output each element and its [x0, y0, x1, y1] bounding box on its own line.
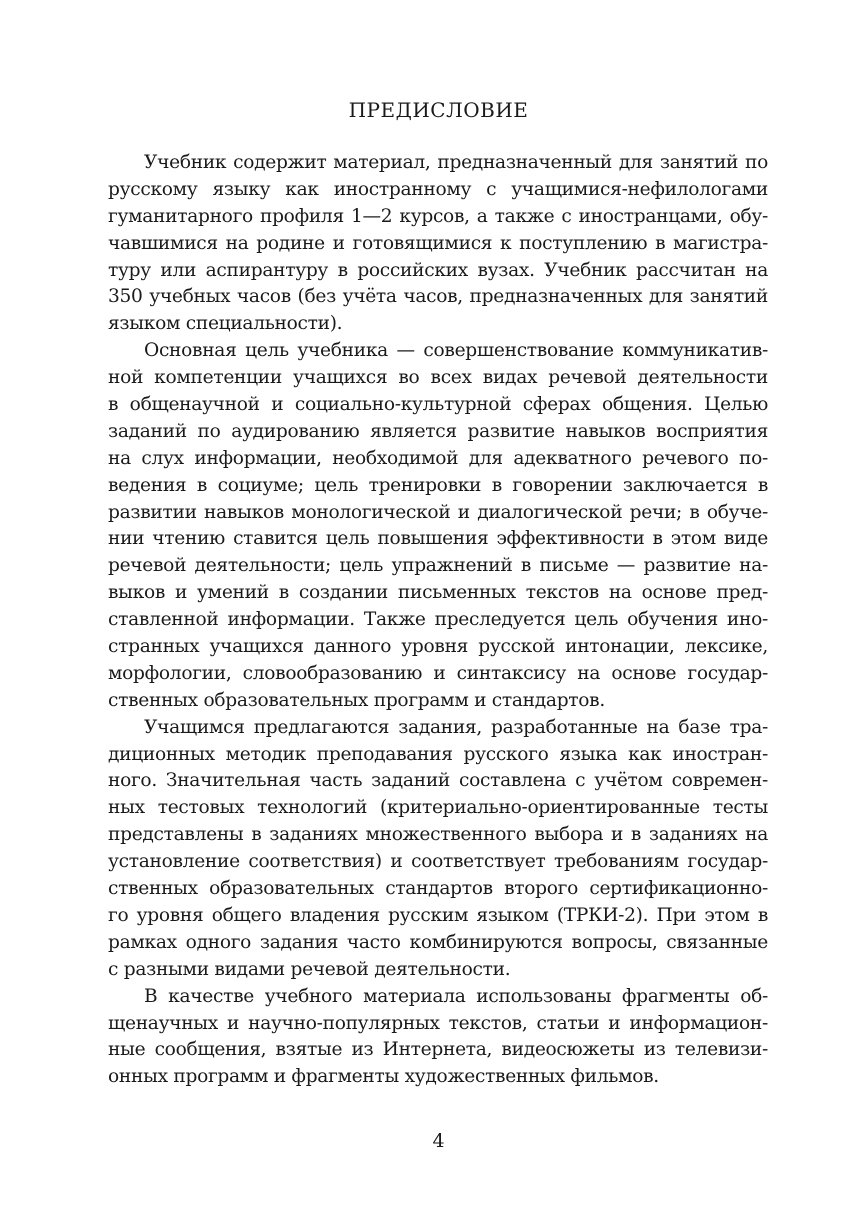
- text-line: Учащимся предлагаются задания, разработанные на базе тра-: [144, 716, 768, 738]
- text-line: с разными видами речевой деятельности.: [108, 958, 511, 980]
- text-line: гуманитарного профиля 1—2 курсов, а также с иностранцами, обу-: [108, 205, 768, 227]
- text-line: ных тестовых технологий (критериально-ориентированные тесты: [108, 797, 768, 819]
- text-line: языком специальности).: [108, 313, 343, 335]
- text-line: го уровня общего владения русским языком (ТРКИ-2). При этом в: [108, 904, 768, 926]
- text-line: рамках одного задания часто комбинируются вопросы, связанные: [108, 931, 768, 953]
- text-line: чавшимися на родине и готовящимися к поступлению в магистра-: [108, 232, 768, 254]
- text-line: Основная цель учебника — совершенствование коммуникатив-: [144, 340, 768, 362]
- text-line: в общенаучной и социально-культурной сферах общения. Целью: [108, 394, 768, 416]
- paragraph: [108, 715, 768, 984]
- text-line: заданий по аудированию является развитие навыков восприятия: [108, 420, 768, 442]
- paragraph: [108, 984, 768, 1092]
- text-line: странных учащихся данного уровня русской интонации, лексике,: [108, 636, 768, 658]
- paragraph: [108, 150, 768, 338]
- page-title: ПРЕДИСЛОВИЕ: [348, 98, 529, 122]
- text-line: В качестве учебного материала использованы фрагменты об-: [144, 985, 768, 1007]
- text-line: ставленной информации. Также преследуется цель обучения ино-: [108, 609, 768, 631]
- text-line: ственных образовательных программ и стандартов.: [108, 689, 605, 711]
- text-line: речевой деятельности; цель упражнений в письме — развитие на-: [108, 555, 768, 577]
- text-line: морфологии, словообразованию и синтаксису на основе государ-: [108, 662, 768, 684]
- page-number: 4: [432, 1130, 445, 1152]
- text-line: ной компетенции учащихся во всех видах речевой деятельности: [108, 367, 768, 389]
- text-line: нии чтению ставится цель повышения эффективности в этом виде: [108, 528, 768, 550]
- text-line: щенаучных и научно-популярных текстов, статьи и информацион-: [108, 1012, 768, 1034]
- text-line: ственных образовательных стандартов второго сертификационно-: [108, 878, 768, 900]
- paragraph: [108, 338, 768, 714]
- text-line: выков и умений в создании письменных текстов на основе пред-: [108, 582, 768, 604]
- body-text: [108, 150, 768, 1091]
- text-line: диционных методик преподавания русского языка как иностран-: [108, 743, 768, 765]
- text-line: туру или аспирантуру в российских вузах. Учебник рассчитан на: [108, 259, 768, 281]
- text-line: онных программ и фрагменты художественных фильмов.: [108, 1066, 659, 1088]
- text-line: на слух информации, необходимой для адекватного речевого по-: [108, 447, 768, 469]
- text-line: русскому языку как иностранному с учащимися-нефилологами: [108, 178, 768, 200]
- text-line: ные сообщения, взятые из Интернета, видеосюжеты из телевизи-: [108, 1039, 768, 1061]
- text-line: развитии навыков монологической и диалогической речи; в обуче-: [108, 501, 768, 523]
- text-line: ведения в социуме; цель тренировки в говорении заключается в: [108, 474, 768, 496]
- text-line: ного. Значительная часть заданий составлена с учётом современ-: [108, 770, 768, 792]
- text-line: представлены в заданиях множественного выбора и в заданиях на: [108, 824, 768, 846]
- text-line: установление соответствия) и соответствует требованиям государ-: [108, 851, 768, 873]
- text-line: 350 учебных часов (без учёта часов, предназначенных для занятий: [108, 286, 768, 308]
- text-line: Учебник содержит материал, предназначенный для занятий по: [144, 152, 768, 173]
